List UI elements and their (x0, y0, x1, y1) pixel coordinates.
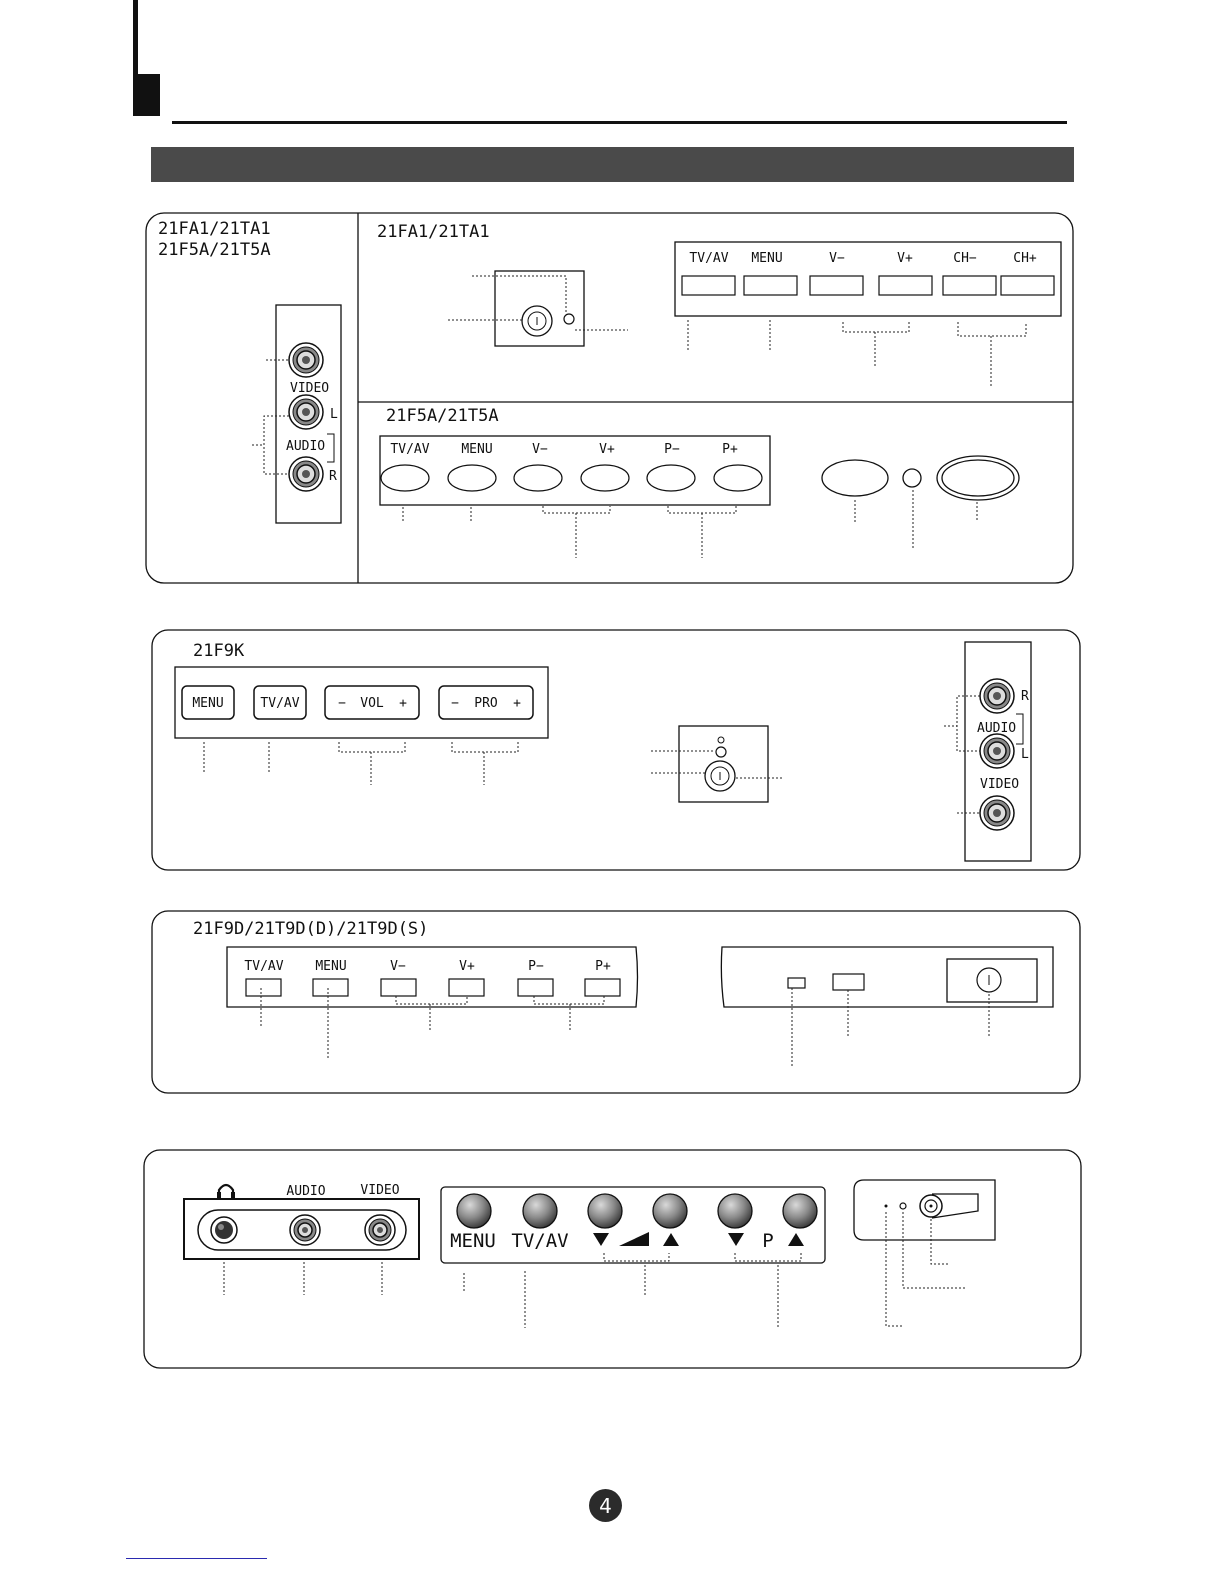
s2-power-button[interactable] (705, 761, 735, 791)
s4-p-up-knob[interactable] (783, 1194, 817, 1228)
s1-top-vplus-button[interactable] (879, 276, 932, 295)
s2-jack-video-label: VIDEO (980, 777, 1020, 792)
page-number-badge (589, 1489, 622, 1522)
s1-left-title-1: 21FA1/21TA1 (158, 219, 271, 239)
s1-top-title: 21FA1/21TA1 (377, 222, 490, 242)
s1-top-chminus-button[interactable] (943, 276, 996, 295)
headphone-icon (217, 1185, 235, 1198)
s1-bottom-vminus-button[interactable] (514, 465, 562, 491)
s4-jack-audio-label: AUDIO (286, 1184, 326, 1199)
s1-jack-l-label: L (330, 407, 338, 422)
section-2-panel (0, 620, 1224, 880)
s1-sensor-window (822, 460, 888, 496)
s1-bottom-title: 21F5A/21T5A (386, 406, 499, 426)
s1-bottom-pminus-button[interactable] (647, 465, 695, 491)
s3-label-vplus: V+ (459, 959, 475, 974)
footer-rule (126, 1558, 267, 1559)
s3-pplus-button[interactable] (585, 979, 620, 996)
s1-bottom-label-vplus: V+ (599, 442, 615, 457)
s3-vplus-button[interactable] (449, 979, 484, 996)
section-2-frame (152, 630, 1080, 870)
s4-audio-jack (290, 1215, 320, 1245)
section-4-panel (0, 1140, 1224, 1380)
s1-left-title-2: 21F5A/21T5A (158, 240, 271, 260)
s3-menu-button[interactable] (313, 979, 348, 996)
s2-audio-l-jack (980, 734, 1014, 768)
s1-bottom-label-pminus: P− (664, 442, 680, 457)
s2-led-small (718, 737, 724, 743)
s3-pminus-button[interactable] (518, 979, 553, 996)
volume-ramp-icon (619, 1232, 649, 1246)
s2-video-jack (980, 796, 1014, 830)
s1-bottom-pplus-button[interactable] (714, 465, 762, 491)
s2-pro-minus: − (451, 696, 459, 711)
s2-jack-l-label: L (1021, 747, 1029, 762)
s4-sensor-dot (885, 1205, 888, 1208)
s2-title: 21F9K (193, 641, 245, 661)
s4-headphone-jack (211, 1217, 237, 1243)
s1-power-button-2[interactable] (937, 456, 1019, 500)
s2-vol-plus: + (399, 696, 407, 711)
s4-menu-label: MENU (450, 1230, 496, 1252)
s3-indicator-led (788, 978, 805, 988)
s2-led (716, 747, 726, 757)
s3-label-pminus: P− (528, 959, 544, 974)
s2-vol-minus: − (338, 696, 346, 711)
s2-tvav-label: TV/AV (260, 696, 300, 711)
s4-vol-up-knob[interactable] (653, 1194, 687, 1228)
s1-jack-audio-label: AUDIO (286, 439, 326, 454)
s1-top-label-menu: MENU (751, 251, 783, 266)
s1-bottom-button-panel (380, 436, 770, 505)
s1-video-jack (289, 343, 323, 377)
s3-label-vminus: V− (390, 959, 406, 974)
s2-vol-label: VOL (360, 696, 384, 711)
s1-bottom-menu-button[interactable] (448, 465, 496, 491)
s2-pro-label: PRO (474, 696, 498, 711)
s1-top-label-chminus: CH− (953, 251, 977, 266)
s3-sensor-window (833, 974, 864, 990)
s4-menu-knob[interactable] (457, 1194, 491, 1228)
s1-indicator-led-2 (903, 469, 921, 487)
s1-top-label-chplus: CH+ (1013, 251, 1037, 266)
s2-audio-r-jack (980, 679, 1014, 713)
s3-power-button[interactable] (977, 968, 1001, 992)
s1-audio-l-jack (289, 395, 323, 429)
p-down-arrow-icon (728, 1233, 744, 1246)
s2-menu-label: MENU (192, 696, 224, 711)
s4-vol-down-knob[interactable] (588, 1194, 622, 1228)
s1-bottom-vplus-button[interactable] (581, 465, 629, 491)
section-1-frame (146, 213, 1073, 583)
s1-top-button-panel (675, 242, 1061, 316)
s3-label-pplus: P+ (595, 959, 611, 974)
s1-indicator-led (564, 314, 574, 324)
s4-video-jack (365, 1215, 395, 1245)
s1-bottom-label-tvav: TV/AV (390, 442, 430, 457)
section-1-panel (0, 0, 1224, 600)
s1-jack-r-label: R (329, 469, 337, 484)
vol-up-arrow-icon (663, 1233, 679, 1246)
s3-label-menu: MENU (315, 959, 347, 974)
s4-p-down-knob[interactable] (718, 1194, 752, 1228)
section-3-panel (0, 900, 1224, 1110)
s1-top-label-tvav: TV/AV (689, 251, 729, 266)
s3-button-panel (227, 947, 638, 1007)
s2-jack-audio-label: AUDIO (977, 721, 1017, 736)
s4-tvav-knob[interactable] (523, 1194, 557, 1228)
page-number: 4 (599, 1493, 612, 1518)
s4-power-button[interactable] (920, 1194, 978, 1218)
s1-top-label-vminus: V− (829, 251, 845, 266)
s4-p-label: P (762, 1230, 774, 1252)
vol-down-arrow-icon (593, 1233, 609, 1246)
s4-tvav-label: TV/AV (511, 1230, 569, 1252)
s1-top-chplus-button[interactable] (1001, 276, 1054, 295)
s1-top-vminus-button[interactable] (810, 276, 863, 295)
s1-jack-video-label: VIDEO (290, 381, 330, 396)
s1-top-tvav-button[interactable] (682, 276, 735, 295)
s1-bottom-label-pplus: P+ (722, 442, 738, 457)
s3-label-tvav: TV/AV (244, 959, 284, 974)
s1-top-menu-button[interactable] (744, 276, 797, 295)
s1-bottom-label-vminus: V− (532, 442, 548, 457)
s4-indicator-led (900, 1203, 906, 1209)
s3-title: 21F9D/21T9D(D)/21T9D(S) (193, 919, 429, 939)
s3-front-panel (721, 947, 1053, 1007)
s1-bottom-label-menu: MENU (461, 442, 493, 457)
s1-power-block (495, 271, 584, 346)
s2-pro-plus: + (513, 696, 521, 711)
s1-audio-r-jack (289, 457, 323, 491)
s4-jack-video-label: VIDEO (360, 1183, 400, 1198)
s1-bottom-tvav-button[interactable] (381, 465, 429, 491)
s3-vminus-button[interactable] (381, 979, 416, 996)
p-up-arrow-icon (788, 1233, 804, 1246)
s2-jack-r-label: R (1021, 689, 1029, 704)
s1-top-label-vplus: V+ (897, 251, 913, 266)
s3-tvav-button[interactable] (246, 979, 281, 996)
s1-power-button[interactable] (522, 306, 552, 336)
s3-power-block (947, 959, 1037, 1002)
